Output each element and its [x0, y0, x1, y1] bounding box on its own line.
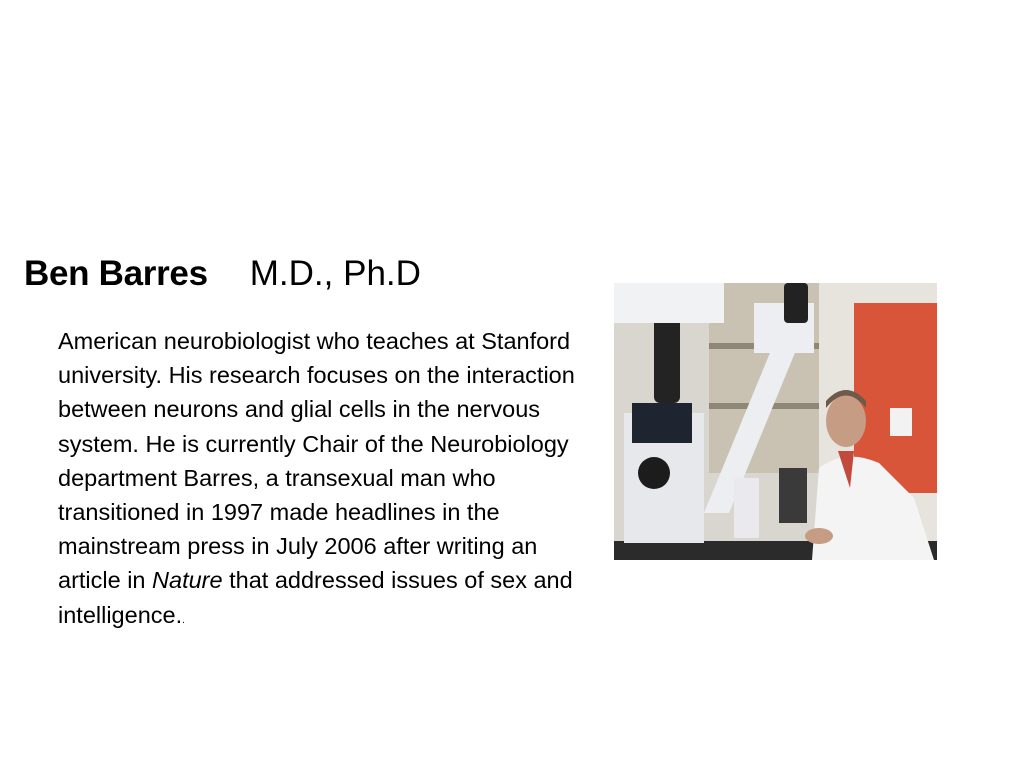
photo-microscope-knob [638, 457, 670, 489]
bio-text-part1: American neurobiologist who teaches at Stanford university. His research focuses on the interaction between neurons and glial cells in the nervous system. He is currently Chair of the Neurobiology department Barres, a transexual man who transitioned in 1997 made headlines in the mainstream press in July 2006 after writing an article in [58, 328, 575, 594]
photo-note [890, 408, 912, 436]
lab-photo [614, 283, 937, 560]
photo-microscope-head [614, 283, 724, 323]
photo-microscope-lens [784, 283, 808, 323]
bio-italic-journal: Nature [152, 567, 223, 594]
person-degree: M.D., Ph.D [249, 254, 421, 293]
bio-text-part2: that addressed issues of sex and intelligence. [58, 567, 573, 628]
photo-person-head [826, 395, 866, 447]
photo-microscope-stage [632, 403, 692, 443]
bio-paragraph [58, 324, 603, 638]
bio-trailing-mark: . [182, 614, 185, 626]
person-name: Ben Barres [24, 254, 208, 293]
photo-small-scope [779, 468, 807, 523]
photo-person-hands [805, 528, 833, 544]
lab-photo-illustration [614, 283, 937, 560]
slide-title [24, 254, 421, 294]
photo-box [734, 478, 759, 538]
